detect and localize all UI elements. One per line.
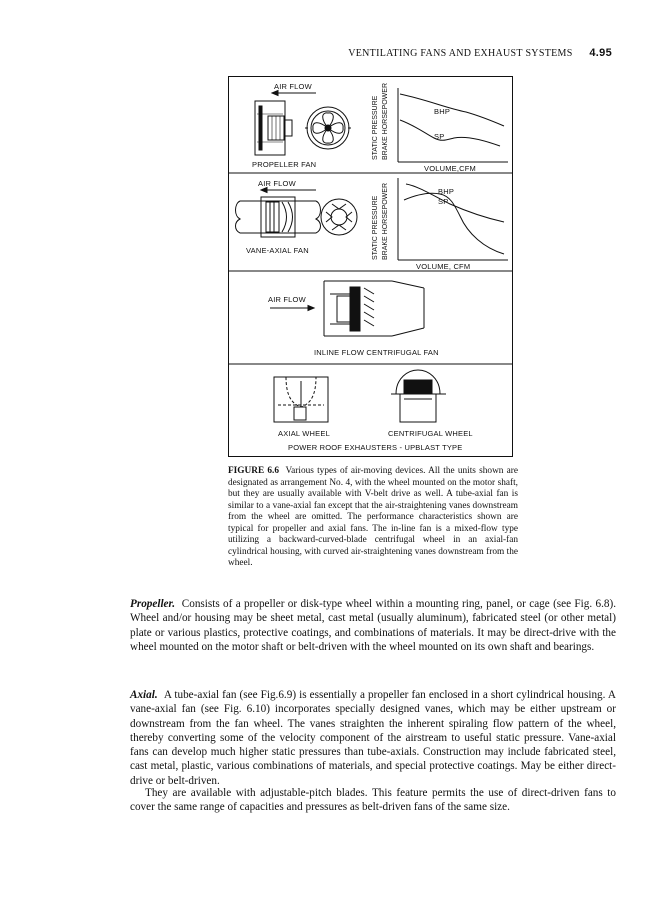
vane-axial-fan-drawing bbox=[236, 188, 358, 238]
propeller-fan-label: PROPELLER FAN bbox=[252, 160, 317, 169]
propeller-x-label: VOLUME,CFM bbox=[424, 164, 477, 173]
vane-axial-x-label: VOLUME, CFM bbox=[416, 262, 471, 271]
axial-wheel-drawing bbox=[274, 377, 328, 422]
roof-exhausters-label: POWER ROOF EXHAUSTERS - UPBLAST TYPE bbox=[288, 443, 463, 452]
paragraph-axial bbox=[130, 688, 616, 788]
figure-caption bbox=[228, 466, 518, 570]
paragraph-axial-text: A tube-axial fan (see Fig.6.9) is essentially a propeller fan enclosed in a short cylindrical housing. A vane-axial fan (see Fig. 6.10) incorporates specially designed vanes, which may be either upstream or downstream from the fan wheel. The vanes straighten the inherent spiraling flow pattern of the wheel, thereby converting some of the velocity component of the airstream to useful static pressure. Vane-axial fans can develop much higher static pressures than tube-axials. Construction may include fabricated steel, cast metal, plastic, various combinations of materials, and special protective coatings. May be either direct-drive or belt-driven. bbox=[130, 689, 616, 787]
propeller-curve-sp-label: SP bbox=[434, 132, 445, 141]
page-number: 4.95 bbox=[589, 47, 612, 59]
vane-axial-y-label-static-pressure: STATIC PRESSURE bbox=[372, 195, 379, 260]
axial-wheel-label: AXIAL WHEEL bbox=[278, 429, 330, 438]
vane-axial-fan-label: VANE-AXIAL FAN bbox=[246, 246, 309, 255]
vane-axial-airflow-label: AIR FLOW bbox=[258, 179, 296, 188]
inline-airflow-label: AIR FLOW bbox=[268, 295, 306, 304]
figure-6-6 bbox=[228, 76, 513, 457]
propeller-y-label-brake-horsepower: BRAKE HORSEPOWER bbox=[382, 82, 389, 160]
inline-centrifugal-fan-drawing bbox=[270, 281, 424, 336]
vane-axial-curve-bhp-label: BHP bbox=[438, 187, 455, 196]
centrifugal-wheel-label: CENTRIFUGAL WHEEL bbox=[388, 429, 473, 438]
propeller-performance-curve bbox=[398, 88, 508, 162]
figure-caption-label: FIGURE 6.6 bbox=[228, 466, 280, 476]
centrifugal-wheel-drawing bbox=[391, 370, 446, 422]
running-header bbox=[0, 47, 612, 59]
paragraph-propeller-heading: Propeller. bbox=[130, 598, 176, 610]
paragraph-adjustable-pitch: They are available with adjustable-pitch blades. This feature permits the use of direct-driven fans to cover the same range of capacities and pressures as belt-driven fans of the same size. bbox=[130, 787, 616, 814]
propeller-curve-bhp-label: BHP bbox=[434, 107, 451, 116]
figure-caption-text: Various types of air-moving devices. All the units shown are designated as arrangement No. 4, with the wheel mounted on the motor shaft, but they are usually available with V-belt drive as well. A tube-axial fan is similar to a vane-axial fan except that the air-straightening vanes downstream from the wheel are omitted. The performance characteristics shown are typical for propeller and axial fans. The in-line fan is a mixed-flow type utilizing a backward-curved-blade centrifugal wheel in an axial-fan cylindrical housing, with curved air-straightening vanes downstream from the wheel. bbox=[228, 466, 519, 568]
vane-axial-curve-sp-label: SP bbox=[438, 197, 449, 206]
vane-axial-y-label-brake-horsepower: BRAKE HORSEPOWER bbox=[382, 182, 389, 260]
paragraph-axial-heading: Axial. bbox=[130, 689, 158, 701]
propeller-airflow-label: AIR FLOW bbox=[274, 82, 312, 91]
propeller-y-label-static-pressure: STATIC PRESSURE bbox=[372, 95, 379, 160]
propeller-fan-drawing bbox=[255, 91, 351, 156]
paragraph-propeller-text: Consists of a propeller or disk-type wheel within a mounting ring, panel, or cage (see Fig. 6.8). Wheel and/or housing may be sheet metal, cast metal (usually aluminum), fabricated steel (or other metal) plate or various plastics, protective coatings, and combinations of materials. It may be direct-drive with the wheel mounted on the motor shaft or belt-driven with the wheel mounted on its own shaft and bearings. bbox=[130, 598, 617, 653]
running-title: VENTILATING FANS AND EXHAUST SYSTEMS bbox=[348, 48, 573, 59]
inline-fan-label: INLINE FLOW CENTRIFUGAL FAN bbox=[314, 348, 439, 357]
paragraph-propeller bbox=[130, 597, 616, 654]
